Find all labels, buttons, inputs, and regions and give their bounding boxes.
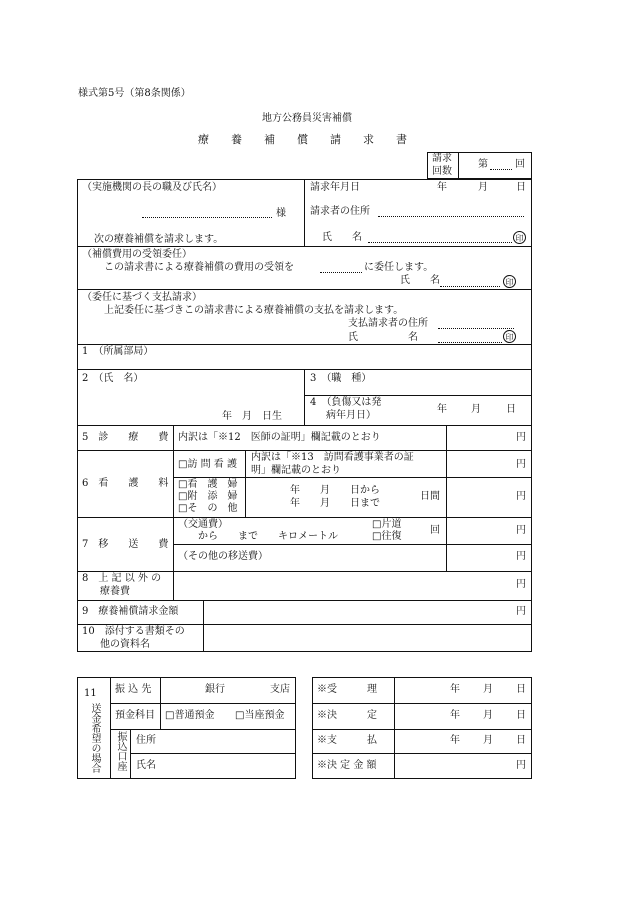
delegation-name-field[interactable] (440, 286, 500, 287)
nursing-to-date: 年 月 日まで (290, 498, 380, 509)
request-text: 次の療養補償を請求します。 (94, 234, 224, 245)
yen-9: 円 (516, 606, 526, 617)
payer-seal-icon: 印 (503, 330, 516, 343)
payment-text: 上記委任に基づきこの請求書による療養補償の支払を請求します。 (104, 305, 404, 316)
current-account-checkbox[interactable]: □当座預金 (235, 710, 285, 721)
attendant-checkbox[interactable]: □附 添 婦 (178, 491, 238, 502)
yen-8: 円 (516, 579, 526, 590)
date-month: 月 (478, 182, 488, 193)
birth-date-label: 年 月 日生 (222, 411, 282, 422)
row-other-fee-b: 療養費 (100, 586, 130, 597)
nursing-days: 日間 (420, 491, 440, 502)
nursing-from-date: 年 月 日から (290, 485, 380, 496)
home-visit-detail-2: 明」欄記載のとおり (251, 465, 341, 476)
agency-label: （実施機関の長の職及び氏名） (82, 182, 222, 193)
delegation-seal-icon: 印 (503, 275, 516, 288)
office-decided: ※決 定 (317, 710, 377, 721)
row-department: 1 （所属部局） (82, 346, 154, 357)
form-title: 療 養 補 償 請 求 書 (198, 133, 407, 146)
payer-name-field[interactable] (438, 342, 502, 343)
received-month: 月 (483, 684, 493, 695)
form-number: 様式第5号（第8条関係） (78, 88, 191, 99)
paid-month: 月 (483, 735, 493, 746)
injury-month: 月 (471, 404, 481, 415)
bank-dest-label: 振 込 先 (115, 684, 152, 695)
home-visit-checkbox[interactable]: □訪 問 看 護 (178, 459, 237, 470)
payer-name-label: 氏 名 (348, 332, 418, 343)
row-nursing-fee: 6 看 護 料 (82, 478, 169, 489)
date-year: 年 (437, 182, 447, 193)
claimant-name-field[interactable] (368, 242, 512, 243)
office-paid: ※支 払 (317, 735, 377, 746)
row-transport-fee: 7 移 送 費 (82, 539, 169, 550)
one-way-checkbox[interactable]: □片道 (372, 519, 402, 530)
transport-route: から まで キロメートル (198, 531, 338, 542)
count-dai: 第 (478, 159, 488, 170)
yen-7b: 円 (516, 551, 526, 562)
row-occupation: 3 （職 種） (310, 373, 372, 384)
account-name-label: 氏名 (136, 760, 156, 771)
count-label-2: 回数 (432, 166, 452, 177)
count-kai: 回 (515, 159, 525, 170)
office-received: ※受 理 (317, 684, 377, 695)
amount-yen: 円 (516, 760, 526, 771)
other-transport-label: （その他の移送費） (178, 551, 268, 562)
bank-side-label: 送金希望の場合 (89, 703, 100, 773)
count-label-1: 請求 (432, 153, 452, 164)
delegate-field[interactable] (320, 272, 362, 273)
home-visit-detail-1: 内訳は「※13 訪問看護事業者の証 (251, 452, 414, 463)
transport-times: 回 (430, 525, 440, 536)
nurse-checkbox[interactable]: □看 護 婦 (178, 479, 238, 490)
row-medical-fee: 5 診 療 費 (82, 432, 169, 443)
paid-day: 日 (516, 735, 526, 746)
delegation-label: （補償費用の受領委任） (82, 249, 192, 260)
payer-address-field[interactable] (438, 328, 514, 329)
row-injury-date-b: 病年月日） (326, 410, 376, 421)
row-name: 2 （氏 名） (82, 373, 144, 384)
request-date-label: 請求年月日 (310, 182, 360, 193)
branch-label: 支店 (270, 684, 290, 695)
date-day: 日 (516, 182, 526, 193)
delegation-name-label: 氏 名 (400, 275, 440, 286)
row-attachments-a: 10 添付する書類その (82, 626, 185, 637)
decided-day: 日 (516, 710, 526, 721)
decided-year: 年 (450, 710, 460, 721)
yen-6b: 円 (516, 491, 526, 502)
account-type-label: 預金科目 (115, 710, 155, 721)
round-trip-checkbox[interactable]: □往復 (372, 531, 402, 542)
payer-address-label: 支払請求者の住所 (348, 318, 428, 329)
office-amount: ※決 定 金 額 (317, 760, 377, 771)
delegation-text-a: この請求書による療養補償の費用の受領を (104, 262, 294, 273)
row-total-claim: 9 療養補償請求金額 (82, 606, 179, 617)
account-address-label: 住所 (136, 735, 156, 746)
transport-label: （交通費） (178, 519, 228, 530)
medical-fee-detail: 内訳は「※12 医師の証明」欄記載のとおり (178, 432, 381, 443)
yen-5: 円 (516, 432, 526, 443)
transfer-account-label: 振込口座 (115, 731, 126, 771)
payment-label: （委任に基づく支払請求） (82, 292, 202, 303)
row-other-fee-a: 8 上 記 以 外 の (82, 573, 162, 584)
yen-7a: 円 (516, 525, 526, 536)
row-injury-date-a: 4 （負傷又は発 (310, 397, 382, 408)
claimant-seal-icon: 印 (513, 231, 526, 244)
injury-day: 日 (506, 404, 516, 415)
form-title-sub: 地方公務員災害補償 (262, 113, 352, 124)
agency-name-field[interactable] (142, 217, 272, 218)
received-year: 年 (450, 684, 460, 695)
delegation-text-b: に委任します。 (364, 262, 434, 273)
injury-year: 年 (437, 404, 447, 415)
bank-section-number: 11 (84, 688, 97, 699)
bank-name-label: 銀行 (205, 684, 225, 695)
claimant-name-label: 氏 名 (322, 232, 362, 243)
yen-6a: 円 (516, 459, 526, 470)
paid-year: 年 (450, 735, 460, 746)
other-checkbox[interactable]: □そ の 他 (178, 503, 238, 514)
decided-month: 月 (483, 710, 493, 721)
sama-label: 様 (276, 208, 286, 219)
count-field[interactable] (490, 169, 512, 170)
received-day: 日 (516, 684, 526, 695)
ordinary-account-checkbox[interactable]: □普通預金 (165, 710, 215, 721)
claimant-address-field[interactable] (378, 216, 524, 217)
claimant-address-label: 請求者の住所 (310, 206, 370, 217)
row-attachments-b: 他の資料名 (100, 639, 150, 650)
